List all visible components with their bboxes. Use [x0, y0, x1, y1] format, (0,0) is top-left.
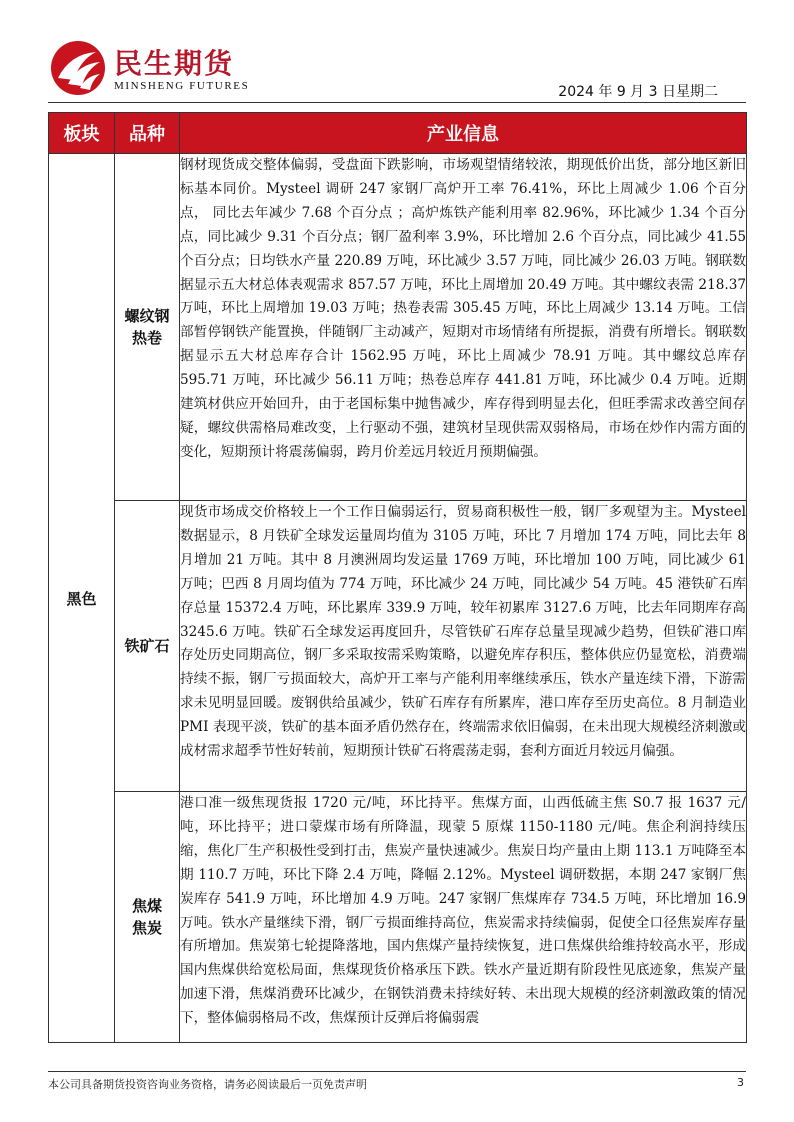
table-row: [49, 792, 747, 1043]
variety-cell-rebar: [115, 154, 180, 501]
industry-info-table: [48, 112, 747, 1043]
variety-cell-coal-coke: [115, 792, 180, 1043]
table-header-row: [49, 113, 747, 154]
info-cell-iron-ore: [180, 501, 747, 792]
variety-label: 螺纹钢: [124, 307, 170, 325]
brand-name-en: MINSHENG FUTURES: [114, 80, 250, 92]
header-variety: 品种: [115, 113, 180, 154]
report-date: 2024 年 9 月 3 日星期二: [558, 84, 718, 100]
header-divider: [48, 102, 746, 103]
header-industry-info: 产业信息: [180, 113, 747, 154]
footer-divider: [48, 1071, 746, 1072]
variety-cell-iron-ore: [115, 501, 180, 792]
page-header: [0, 0, 794, 110]
info-text: 现货市场成交价格较上一个工作日偏弱运行，贸易商积极性一般，钢厂多观望为主。Mysteel 数据显示，8 月铁矿全球发运量周均值为 3105 万吨，环比 7 月增加 174 万吨，同比去年 8 月增加 21 万吨。其中 8 月澳洲周均发运量 1769 万吨，环比增加 100 万吨，同比减少 61 万吨；巴西 8 月周均值为 774 万吨，环比减少 24 万吨，同比减少 54 万吨。45 港铁矿石库存总量 15372.4 万吨，环比累库 339.9 万吨，较年初累库 3127.6 万吨，比去年同期库存高 3245.6 万吨。铁矿石全球发运再度回升，尽管铁矿石库存总量呈现减少趋势，但铁矿港口库存处历史同期高位，钢厂多采取按需采购策略，以避免库存积压，整体供应仍显宽松，消费端持续不振，钢厂亏损面较大，高炉开工率与产能利用率继续承压，铁水产量连续下滑，下游需求未见明显回暖。废钢供给虽减少，铁矿石库存有所累库，港口库存至历史高位。8 月制造业 PMI 表现平淡，铁矿的基本面矛盾仍然存在，终端需求依旧偏弱，在未出现大规模经济刺激或成材需求超季节性好转前，短期预计铁矿石将震荡走弱，套利方面近月较远月偏强。: [180, 504, 746, 760]
variety-label: 焦炭: [131, 919, 162, 937]
info-text: 港口准一级焦现货报 1720 元/吨，环比持平。焦煤方面，山西低硫主焦 S0.7 报 1637 元/吨，环比持平；进口蒙煤市场有所降温，现蒙 5 原煤 1150-1180 元/吨。焦企利润持续压缩，焦化厂生产积极性受到打击，焦炭产量快速减少。焦炭日均产量由上期 113.1 万吨降至本期 110.7 万吨，环比下降 2.4 万吨，降幅 2.12%。Mysteel 调研数据，本期 247 家钢厂焦炭库存 541.9 万吨，环比增加 4.9 万吨。247 家钢厂焦煤库存 734.5 万吨，环比增加 16.9 万吨。铁水产量继续下滑，钢厂亏损面维持高位，焦炭需求持续偏弱，促使全口径焦炭库存量有所增加。焦炭第七轮提降落地，国内焦煤产量持续恢复，进口焦煤供给维持较高水平，形成国内焦煤供给宽松局面，焦煤现货价格承压下跌。铁水产量近期有阶段性见底迹象，焦炭产量加速下滑，焦煤消费环比减少，在钢铁消费未持续好转、未出现大规模的经济刺激政策的情况下，整体偏弱格局不改，焦煤预计反弹后将偏弱震: [180, 795, 746, 1027]
info-text: 钢材现货成交整体偏弱，受盘面下跌影响，市场观望情绪较浓，期现低价出货，部分地区新旧标基本同价。Mysteel 调研 247 家钢厂高炉开工率 76.41%，环比上周减少 1.06 个百分点， 同比去年减少 7.68 个百分点 ；高炉炼铁产能利用率 82.96%，环比减少 1.34 个百分点，同比减少 9.31 个百分点；钢厂盈利率 3.9%，环比增加 2.6 个百分点，同比减少 41.55 个百分点；日均铁水产量 220.89 万吨，环比减少 3.57 万吨，同比减少 26.03 万吨。钢联数据显示五大材总体表观需求 857.57 万吨，环比上周增加 20.49 万吨。其中螺纹表需 218.37 万吨，环比上周增加 19.03 万吨；热卷表需 305.45 万吨，环比上周减少 13.14 万吨。工信部暂停钢铁产能置换，伴随钢厂主动减产，短期对市场情绪有所提振，消费有所增长。钢联数据显示五大材总库存合计 1562.95 万吨，环比上周减少 78.91 万吨。其中螺纹总库存 595.71 万吨，环比减少 56.11 万吨；热卷总库存 441.81 万吨，环比减少 0.4 万吨。近期建筑材供应开始回升，由于老国标集中抛售减少，库存得到明显去化，但旺季需求改善空间存疑，螺纹供需格局难改变，上行驱动不强，建筑材呈现供需双弱格局，市场在炒作内需方面的变化，短期预计将震荡偏弱，跨月价差远月较近月预期偏强。: [180, 157, 746, 460]
variety-label: 铁矿石: [124, 637, 170, 655]
variety-label: 焦煤: [131, 897, 162, 915]
table-row: [49, 501, 747, 792]
sector-cell: 黑色: [49, 154, 115, 1043]
info-cell-coal-coke: [180, 792, 747, 1043]
minsheng-logo-icon: [50, 40, 106, 96]
footer-disclaimer: 本公司具备期货投资咨询业务资格，请务必阅读最后一页免责声明: [48, 1078, 367, 1091]
page-number: 3: [737, 1076, 744, 1089]
variety-label: 热卷: [131, 329, 162, 347]
table-row: [49, 154, 747, 501]
info-cell-rebar: [180, 154, 747, 501]
header-sector: 板块: [49, 113, 115, 154]
brand-name-cn: 民生期货: [114, 47, 235, 80]
